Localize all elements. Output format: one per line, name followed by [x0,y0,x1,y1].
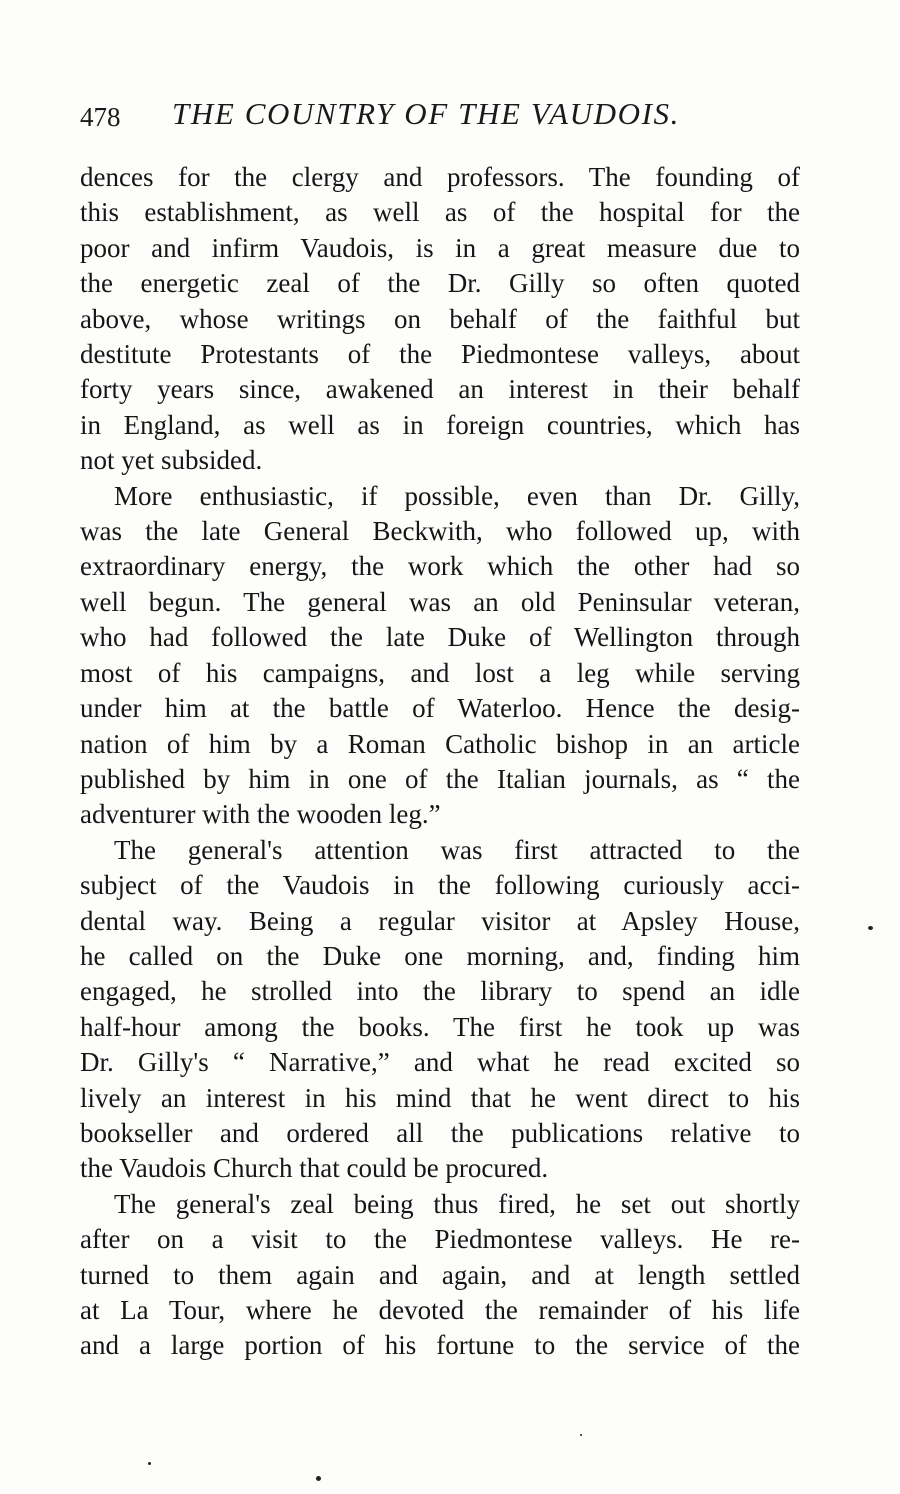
text-line: nation of him by a Roman Catholic bishop in an article [80,728,800,759]
text-line: the energetic zeal of the Dr. Gilly so often quoted [80,268,800,299]
text-line: bookseller and ordered all the publications relative to [80,1117,800,1148]
text-line: Dr. Gilly's “ Narrative,” and what he read excited so [80,1047,800,1078]
text-line: The general's attention was first attracted to the [114,834,800,865]
text-line: lively an interest in his mind that he went direct to his [80,1082,800,1113]
paragraph-3 [80,833,800,1187]
text-line: well begun. The general was an old Peninsular veteran, [80,586,800,617]
scan-speck [316,1476,321,1481]
paragraph-4 [80,1187,800,1364]
text-line: extraordinary energy, the work which the other had so [80,551,800,582]
text-line: not yet subsided. [80,445,263,476]
text-line: half-hour among the books. The first he took up was [80,1011,800,1042]
text-line: poor and infirm Vaudois, is in a great measure due to [80,232,800,263]
text-line: and a large portion of his fortune to the service of the [80,1330,800,1361]
body-text [80,160,800,1364]
text-line: in England, as well as in foreign countries, which has [80,409,800,440]
text-line: the Vaudois Church that could be procured. [80,1153,549,1184]
paragraph-2 [80,479,800,833]
text-line: this establishment, as well as of the hospital for the [80,197,800,228]
text-line: subject of the Vaudois in the following curiously acci- [80,870,800,901]
text-line: under him at the battle of Waterloo. Hence the desig- [80,693,800,724]
text-line: dental way. Being a regular visitor at Apsley House, [80,905,800,936]
text-line: adventurer with the wooden leg.” [80,799,441,830]
text-line: was the late General Beckwith, who followed up, with [80,516,800,547]
text-line: More enthusiastic, if possible, even than Dr. Gilly, [114,480,800,511]
running-title: THE COUNTRY OF THE VAUDOIS. [172,96,680,131]
text-line: forty years since, awakened an interest in their behalf [80,374,800,405]
text-line: destitute Protestants of the Piedmontese valleys, about [80,339,800,370]
scan-speck [868,926,873,930]
text-line: dences for the clergy and professors. The founding of [80,162,800,192]
text-line: The general's zeal being thus fired, he set out shortly [114,1188,800,1219]
text-line: after on a visit to the Piedmontese valleys. He re- [80,1224,800,1255]
paragraph-1 [80,160,800,479]
text-line: who had followed the late Duke of Wellington through [80,622,800,653]
text-line: turned to them again and again, and at length settled [80,1259,800,1290]
text-line: most of his campaigns, and lost a leg while serving [80,657,800,688]
text-line: he called on the Duke one morning, and, finding him [80,940,800,971]
text-line: above, whose writings on behalf of the faithful but [80,303,800,334]
text-line: engaged, he strolled into the library to spend an idle [80,976,800,1007]
scan-speck [148,1462,151,1465]
running-head [80,96,820,136]
page-number: 478 [80,102,121,132]
text-line: published by him in one of the Italian journals, as “ the [80,763,800,794]
scan-speck [580,1434,582,1436]
text-line: at La Tour, where he devoted the remainder of his life [80,1295,800,1325]
